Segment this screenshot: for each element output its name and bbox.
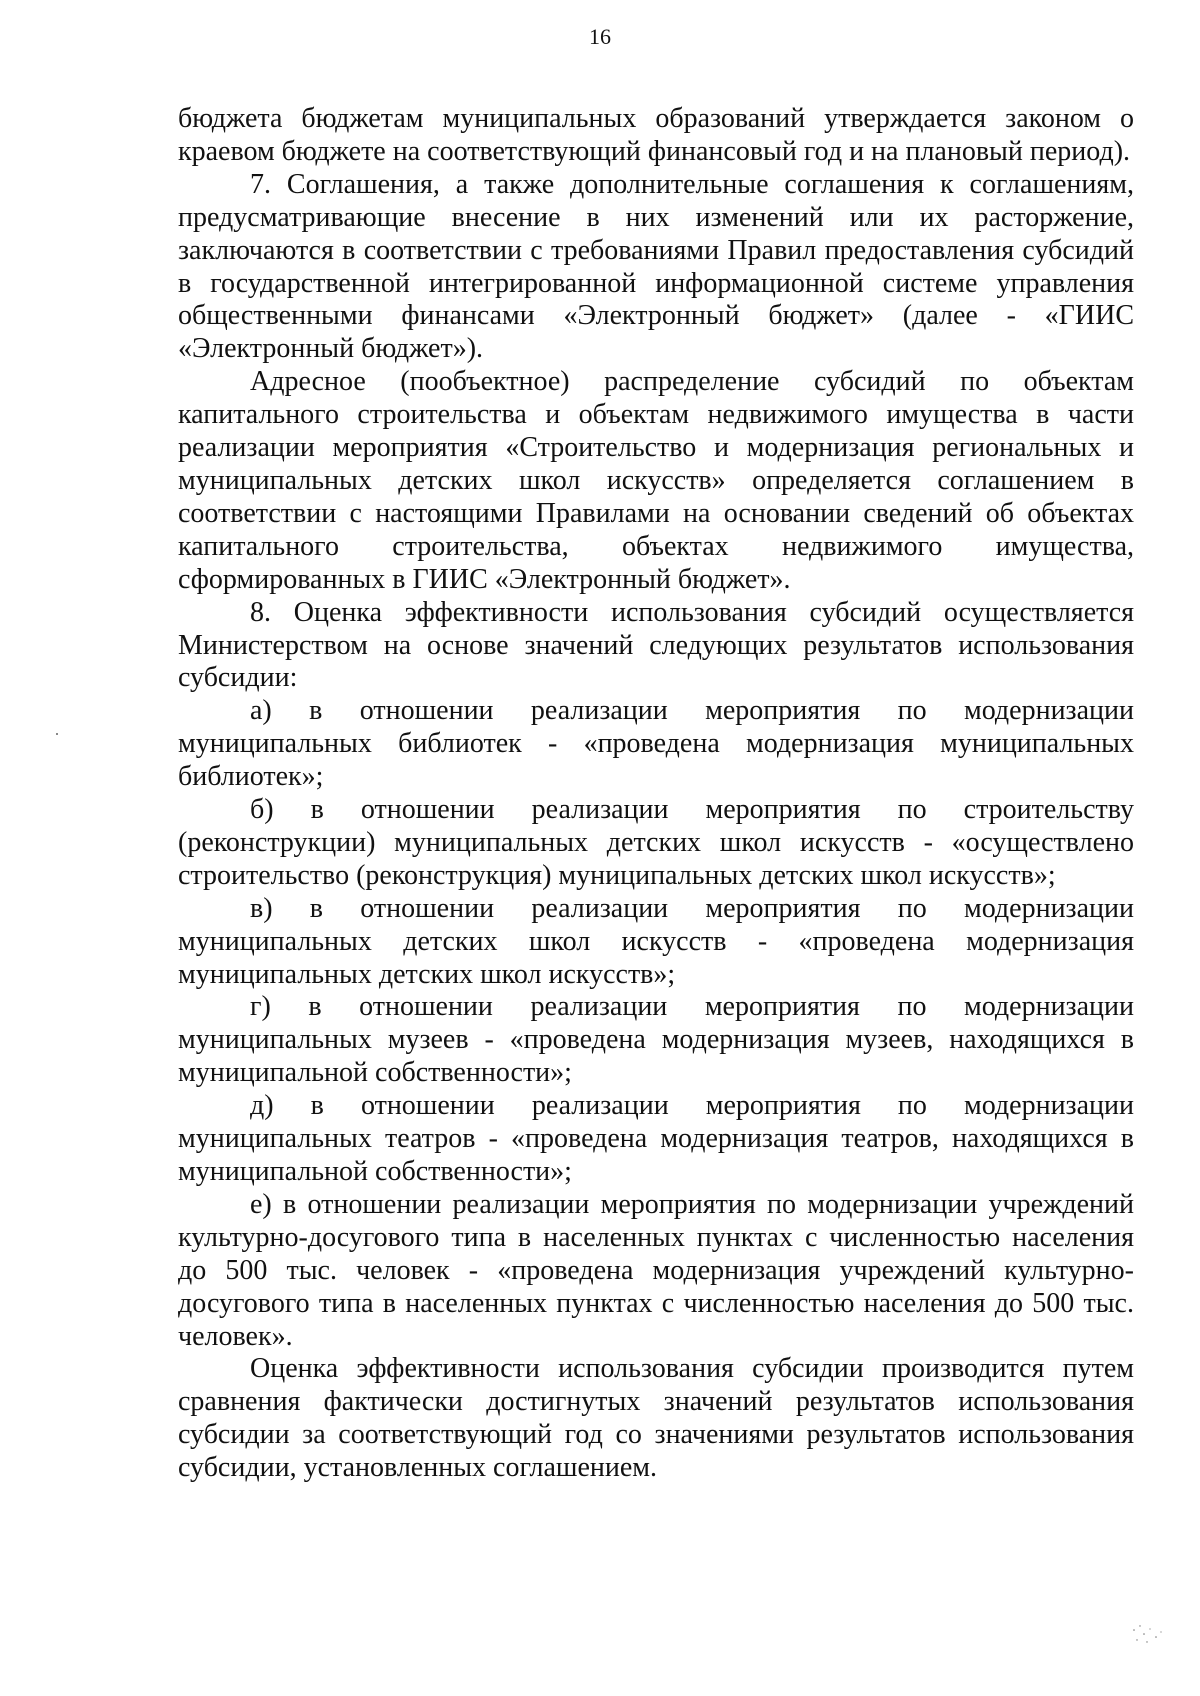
list-item-e-cultural-institutions: е) в отношении реализации мероприятия по модернизации учреждений культурно-досугового типа в населенных пунктах с численностью населения до 500 тыс. человек - «проведена модернизация учреждений культурно-досугового типа в населенных пунктах с численностью населения до 500 тыс. человек».	[178, 1188, 1134, 1352]
scan-artifact-specks	[1128, 1620, 1168, 1650]
list-item-b-construction: б) в отношении реализации мероприятия по строительству (реконструкции) муниципальных детских школ искусств - «осуществлено строительство (реконструкция) муниципальных детских школ искусств»;	[178, 794, 1134, 891]
paragraph-evaluation-method: Оценка эффективности использования субсидии производится путем сравнения фактически достигнутых значений результатов использования субсидии за соответствующий год со значениями результатов использования субсидии, установленных соглашением.	[178, 1353, 1134, 1484]
list-item-g-museums: г) в отношении реализации мероприятия по модернизации муниципальных музеев - «проведена модернизация музеев, находящихся в муниципальной собственности»;	[178, 991, 1134, 1089]
list-item-v-art-schools: в) в отношении реализации мероприятия по модернизации муниципальных детских школ искусств - «проведена модернизация муниципальных детских школ искусств»;	[178, 892, 1134, 990]
list-item-a-libraries: а) в отношении реализации мероприятия по модернизации муниципальных библиотек - «проведена модернизация муниципальных библиотек»;	[178, 695, 1134, 793]
list-item-d-theatres: д) в отношении реализации мероприятия по модернизации муниципальных театров - «проведена модернизация театров, находящихся в муниципальной собственности»;	[178, 1090, 1134, 1187]
page-number: 16	[589, 24, 611, 49]
paragraph-budget-continuation: бюджета бюджетам муниципальных образований утверждается законом о краевом бюджете на соответствующий финансовый год и на плановый период).	[178, 103, 1134, 167]
scan-artifact-dot	[56, 733, 58, 735]
paragraph-address-distribution: Адресное (пообъектное) распределение субсидий по объектам капитального строительства и объектам недвижимого имущества в части реализации мероприятия «Строительство и модернизация региональных и муниципальных детских школ искусств» определяется соглашением в соответствии с настоящими Правилами на основании сведений об объектах капитального строительства, объектах недвижимого имущества, сформированных в ГИИС «Электронный бюджет».	[178, 366, 1134, 595]
paragraph-item-7-agreements: 7. Соглашения, а также дополнительные соглашения к соглашениям, предусматривающие внесение в них изменений или их расторжение, заключаются в соответствии с требованиями Правил предоставления субсидий в государственной интегрированной информационной системе управления общественными финансами «Электронный бюджет» (далее - «ГИИС «Электронный бюджет»).	[178, 168, 1134, 365]
document-body	[178, 103, 1134, 1485]
paragraph-item-8-evaluation: 8. Оценка эффективности использования субсидий осуществляется Министерством на основе значений следующих результатов использования субсидии:	[178, 596, 1134, 694]
